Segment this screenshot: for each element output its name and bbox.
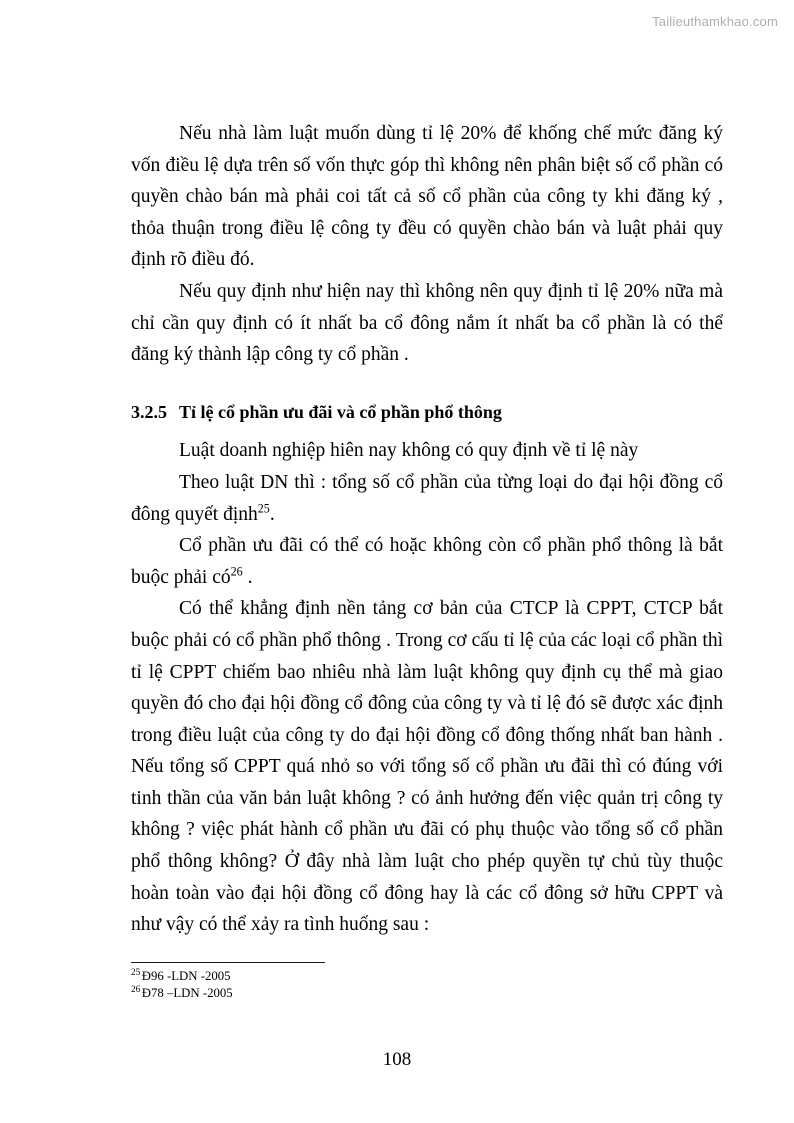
section-heading <box>131 397 723 429</box>
paragraph-4-tail: . <box>269 503 275 525</box>
section-heading-title: Tỉ lệ cổ phần ưu đãi và cổ phần phổ thông <box>179 401 502 422</box>
footnote-26-text: Đ78 –LDN -2005 <box>141 986 233 1000</box>
page-content <box>131 118 723 941</box>
paragraph-3: Luật doanh nghiệp hiên nay không có quy định về tỉ lệ này <box>179 440 639 462</box>
paragraph-5 <box>131 530 723 593</box>
section-heading-number: 3.2.5 <box>131 401 167 422</box>
spacer-after-heading <box>131 428 723 435</box>
footnote-separator <box>131 962 325 963</box>
footnote-area <box>131 962 723 1002</box>
page-number: 108 <box>382 1049 412 1070</box>
paragraph-1: Nếu nhà làm luật muốn dùng tỉ lệ 20% để khống chế mức đăng ký vốn điều lệ dựa trên số vốn thực góp thì không nên phân biệt số cổ phần có quyền chào bán mà phải coi tất cả số cổ phần của công ty khi đăng ký , thỏa thuận trong điều lệ công ty đều có quyền chào bán và luật phải quy định rõ điều đó. <box>131 123 723 271</box>
paragraph-2: Nếu quy định như hiện nay thì không nên quy định tỉ lệ 20% nữa mà chỉ cần quy định có ít nhất ba cổ đông nắm ít nhất ba cổ phần là có thể đăng ký thành lập công ty cổ phần . <box>131 280 723 366</box>
spacer-before-heading <box>131 371 723 397</box>
footnote-ref-26[interactable]: 26 <box>230 564 243 579</box>
paragraph-4-text: Theo luật DN thì : tổng số cổ phần của từng loại do đại hội đồng cổ đông quyết định <box>131 471 723 525</box>
footnote-25 <box>131 968 723 985</box>
paragraph-6: Có thể khẳng định nền tảng cơ bản của CTCP là CPPT, CTCP bắt buộc phải có cổ phần phổ thông . Trong cơ cấu tỉ lệ của các loại cổ phần thì tỉ lệ CPPT chiếm bao nhiêu nhà làm luật không quy định cụ thể mà giao quyền đó cho đại hội đồng cổ đông của công ty và tỉ lệ đó sẽ được xác định trong điều luật của công ty do đại hội đồng cổ đông thống nhất ban hành . Nếu tổng số CPPT quá nhỏ so với tổng số cổ phần ưu đãi thì có đúng với tinh thần của văn bản luật không ? có ảnh hưởng đến việc quản trị công ty không ? việc phát hành cổ phần ưu đãi có phụ thuộc vào tổng số cổ phần phổ thông không? Ở đây nhà làm luật cho phép quyền tự chủ tùy thuộc hoàn toàn vào đại hội đồng cổ đông hay là các cổ đông sở hữu CPPT và như vậy có thể xảy ra tình huống sau : <box>131 598 723 936</box>
paragraph-5-tail: . <box>242 566 253 588</box>
footnote-25-text: Đ96 -LDN -2005 <box>141 969 231 983</box>
paragraph-4 <box>131 467 723 530</box>
paragraph-5-text: Cổ phần ưu đãi có thể có hoặc không còn cổ phần phổ thông là bắt buộc phải có <box>131 535 723 588</box>
footnote-26-marker: 26 <box>131 983 141 994</box>
footnote-25-marker: 25 <box>131 966 141 977</box>
footnote-ref-25[interactable]: 25 <box>257 501 270 516</box>
site-watermark: Tailieuthamkhao.com <box>652 14 778 29</box>
footnote-26 <box>131 985 723 1002</box>
